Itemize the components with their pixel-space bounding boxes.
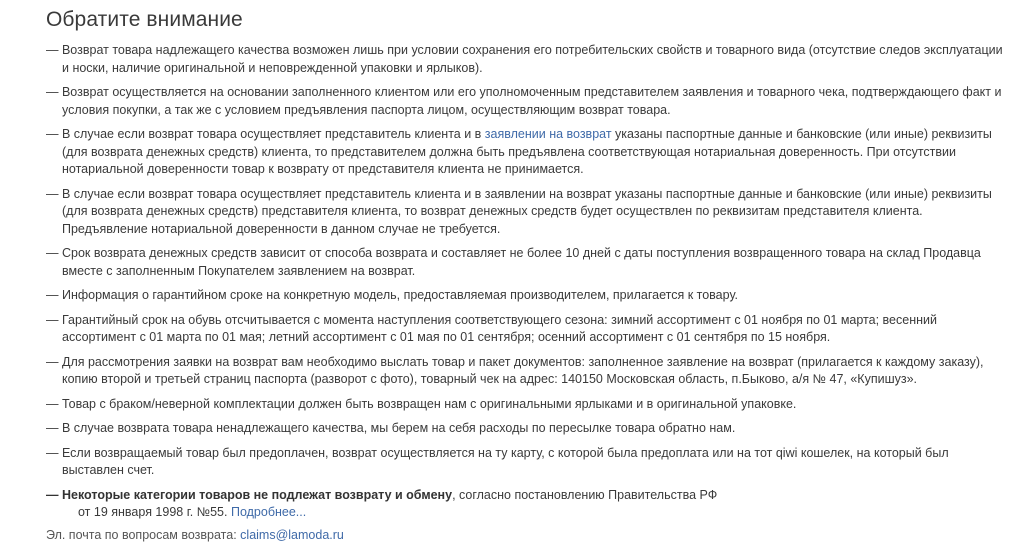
list-item — [46, 420, 1006, 438]
list-item — [46, 354, 1006, 389]
list-item — [46, 312, 1006, 347]
notice-list — [46, 42, 1006, 529]
returns-email-row — [46, 527, 344, 544]
item-text: — Товар с браком/неверной комплектации должен быть возвращен нам с оригинальными ярлыками и в оригинальной упаковке. — [46, 396, 797, 411]
return-application-link[interactable]: заявлении на возврат — [484, 127, 612, 141]
list-item — [46, 445, 1006, 480]
non-returnable-heading: — Некоторые категории товаров не подлежат возврату и обмену — [46, 487, 453, 502]
non-returnable-rest: , согласно постановлению Правительства РФ — [452, 487, 718, 502]
more-details-link[interactable]: Подробнее... — [230, 505, 307, 519]
item-text-post: указаны паспортные данные и банковские (или иные) реквизиты (для возврата денежных средств) клиента, то представителем должна быть предъявлена соответствующая нотариальная доверенность. При отсутствии нотариальной доверенности товар к возврату от представителя клиента не принимается. — [62, 127, 992, 176]
decree-date: от 19 января 1998 г. №55. — [78, 505, 228, 519]
email-link[interactable]: claims@lamoda.ru — [240, 528, 344, 542]
list-item-non-returnable — [46, 487, 1006, 522]
item-text: — Для рассмотрения заявки на возврат вам необходимо выслать товар и пакет документов: заполненное заявление на возврат (прилагается к каждому заказу), копию второй и третьей страниц паспорта (разворот с фото), товарный чек на адрес: 140150 Московская область, п.Быково, а/я № 47, «Купишуз». — [46, 354, 984, 386]
list-item — [46, 186, 1006, 239]
item-text: — Если возвращаемый товар был предоплачен, возврат осуществляется на ту карту, с которой была предоплата или на тот qiwi кошелек, на который был выставлен счет. — [46, 445, 949, 477]
list-item — [46, 245, 1006, 280]
item-text-pre: — В случае если возврат товара осуществляет представитель клиента и в — [46, 127, 485, 141]
page-title: Обратите внимание — [46, 8, 243, 31]
list-item — [46, 396, 1006, 414]
item-text: — Гарантийный срок на обувь отсчитывается с момента наступления соответствующего сезона: зимний ассортимент с 01 ноября по 01 марта; весенний ассортимент с 01 марта по 01 мая; летний ассортимент с 01 мая по 01 сентября; осенний ассортимент с 01 сентября по 15 ноября. — [46, 312, 937, 344]
item-text: — Возврат товара надлежащего качества возможен лишь при условии сохранения его потребительских свойств и товарного вида (отсутствие следов эксплуатации и носки, наличие оригинальной и неповрежденной упаковки и ярлыков). — [46, 43, 1003, 75]
item-text: — Возврат осуществляется на основании заполненного клиентом или его уполномоченным представителем заявления и товарного чека, подтверждающего факт и условия покупки, а так же с условием предъявления паспорта лицом, осуществляющим возврат товара. — [46, 85, 1002, 117]
item-text: — Информация о гарантийном сроке на конкретную модель, предоставляемая производителем, прилагается к товару. — [46, 288, 738, 302]
list-item — [46, 287, 1006, 305]
item-text: — В случае если возврат товара осуществляет представитель клиента и в заявлении на возврат указаны паспортные данные и банковские (или иные) реквизиты (для возврата денежных средств) представителя клиента, то возврат денежных средств будет осуществлен по реквизитам представителя клиента. Предъявление нотариальной доверенности в данном случае не требуется. — [46, 186, 992, 236]
list-item — [46, 84, 1006, 119]
item-text: — В случае возврата товара ненадлежащего качества, мы берем на себя расходы по пересылке товара обратно нам. — [46, 421, 736, 435]
list-item — [46, 126, 1006, 179]
item-text: — Срок возврата денежных средств зависит от способа возврата и составляет не более 10 дней с даты поступления возвращенного товара на склад Продавца вместе с заполненным Покупателем заявлением на возврат. — [46, 246, 981, 278]
email-label: Эл. почта по вопросам возврата: — [46, 528, 237, 542]
list-item — [46, 42, 1006, 77]
